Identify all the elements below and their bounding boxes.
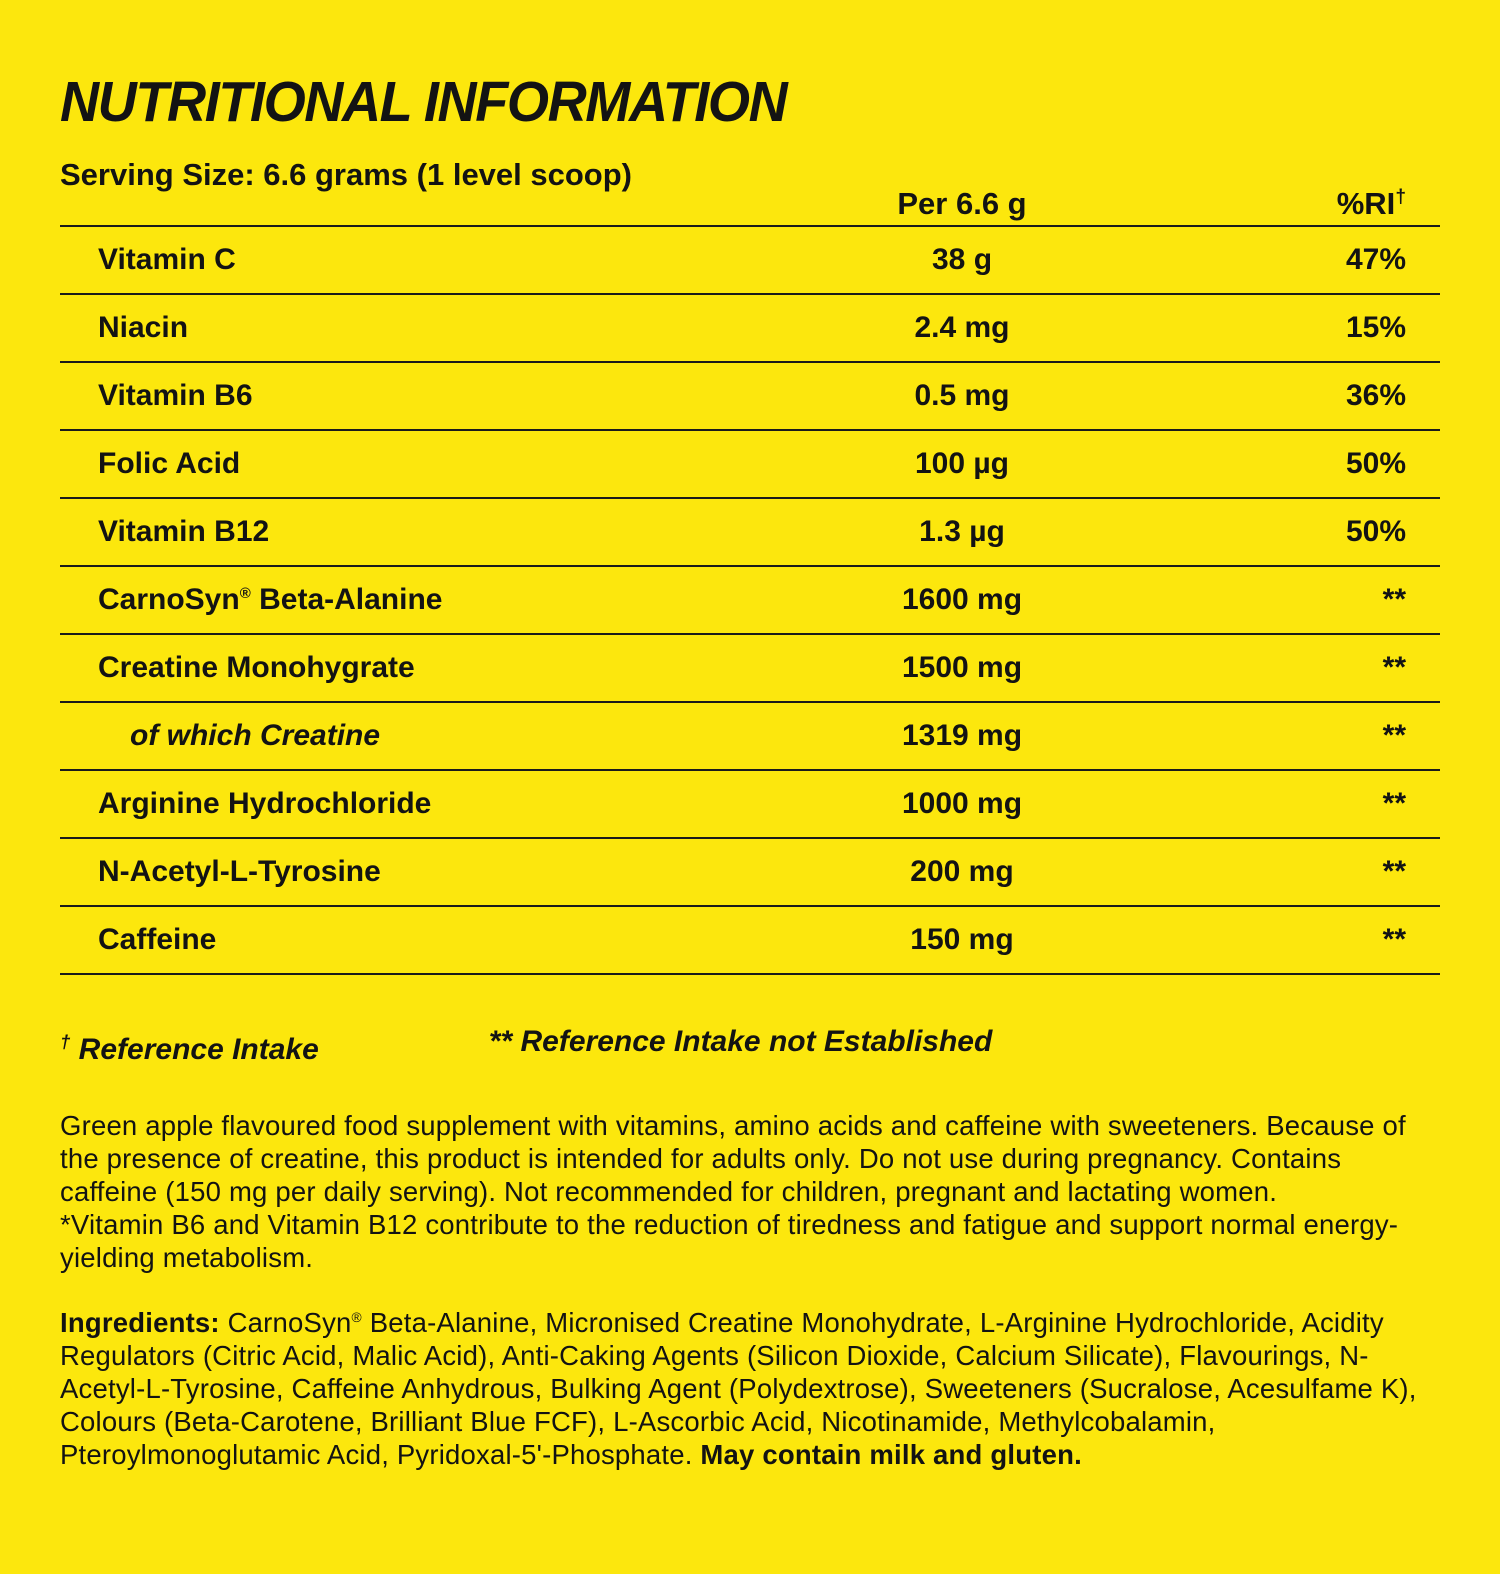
- table-row: [60, 839, 1440, 907]
- nutrient-label: Vitamin C: [98, 243, 236, 276]
- nutrient-label: N-Acetyl-L-Tyrosine: [98, 855, 381, 888]
- nutrient-amount: 100 µg: [915, 447, 1009, 480]
- nutrient-label: of which Creatine: [130, 719, 381, 752]
- serving-size-text: Serving Size: 6.6 grams (1 level scoop): [60, 157, 633, 192]
- table-row: [60, 227, 1440, 295]
- nutrient-amount: 1319 mg: [901, 719, 1023, 752]
- nutrient-ri-value: 36%: [1345, 379, 1406, 412]
- ingredients-list: CarnoSyn® Beta-Alanine, Micronised Creatine Monohydrate, L-Arginine Hydrochloride, Acidity Regulators (Citric Acid, Malic Acid), Anti-Caking Agents (Silicon Dioxide, Calcium Silicate), Flavourings, N-Acetyl-L-Tyrosine, Caffeine Anhydrous, Bulking Agent (Polydextrose), Sweeteners (Sucralose, Acesulfame K), Colours (Beta-Carotene, Brilliant Blue FCF), L-Ascorbic Acid, Nicotinamide, Methylcobalamin, Pteroylmonoglutamic Acid, Pyridoxal-5'-Phosphate.: [60, 1307, 1417, 1471]
- table-row: [60, 907, 1440, 975]
- nutrient-ri-value: **: [1382, 855, 1406, 888]
- description-line-2: *Vitamin B6 and Vitamin B12 contribute to the reduction of tiredness and fatigue and support normal energy-yielding metabolism.: [60, 1209, 1399, 1273]
- nutrient-amount: 2.4 mg: [914, 311, 1010, 344]
- ingredients-lead: Ingredients:: [60, 1307, 228, 1339]
- footnote-not-established: [489, 1023, 993, 1069]
- nutrient-label: Folic Acid: [98, 447, 241, 480]
- nutrient-amount: 38 g: [931, 243, 993, 276]
- nutrient-label: Creatine Monohygrate: [98, 651, 415, 684]
- nutrient-ri-value: **: [1382, 651, 1406, 684]
- footnote-text: Reference Intake not Established: [512, 1025, 993, 1058]
- nutrient-ri-value: 47%: [1345, 243, 1406, 276]
- footnotes: [60, 1023, 1440, 1069]
- footnote-text: Reference Intake: [70, 1033, 319, 1066]
- table-row: [60, 567, 1440, 635]
- asterisks-symbol: **: [488, 1025, 513, 1058]
- table-row: [60, 703, 1440, 771]
- nutrient-ri-value: 15%: [1345, 311, 1406, 344]
- registered-trademark-symbol: ®: [351, 1310, 362, 1325]
- dagger-symbol: †: [60, 1031, 71, 1052]
- table-row: [60, 363, 1440, 431]
- nutrient-amount: 150 mg: [910, 923, 1014, 956]
- ingredients-paragraph: [60, 1301, 1440, 1471]
- nutrient-ri-value: **: [1382, 787, 1406, 820]
- nutrition-label: [0, 70, 1500, 1574]
- nutrient-amount: 1000 mg: [901, 787, 1023, 820]
- nutrient-amount: 1600 mg: [901, 583, 1023, 616]
- footnote-reference-intake: [60, 1023, 319, 1069]
- table-row: [60, 431, 1440, 499]
- nutrient-label: Caffeine: [98, 923, 217, 956]
- table-body: [60, 227, 1440, 975]
- nutrient-ri-value: 50%: [1345, 447, 1406, 480]
- column-header-ri: [1112, 186, 1440, 222]
- description-line-1: Green apple flavoured food supplement with vitamins, amino acids and caffeine with sweeteners. Because of the presence of creatine, this product is intended for adults only. Do not use during pregnancy. Contains caffeine (150 mg per daily serving). Not recommended for children, pregnant and lactating women.: [60, 1110, 1406, 1207]
- nutrient-ri-value: **: [1382, 719, 1406, 752]
- nutrient-label: Vitamin B6: [98, 379, 253, 412]
- nutrient-amount: 1500 mg: [901, 651, 1023, 684]
- column-header-amount: Per 6.6 g: [897, 186, 1027, 221]
- nutrient-ri-value: **: [1382, 583, 1406, 616]
- dagger-symbol: †: [1395, 186, 1406, 208]
- nutrient-amount: 1.3 µg: [919, 515, 1005, 548]
- nutrient-amount: 0.5 mg: [914, 379, 1010, 412]
- nutrient-amount: 200 mg: [910, 855, 1014, 888]
- table-row: [60, 295, 1440, 363]
- description-paragraph: [60, 1109, 1440, 1274]
- table-row: [60, 771, 1440, 839]
- allergen-warning: May contain milk and gluten.: [700, 1439, 1082, 1471]
- nutrient-label: CarnoSyn® Beta-Alanine: [98, 583, 443, 616]
- table-row: [60, 499, 1440, 567]
- nutrient-label: Vitamin B12: [98, 515, 270, 548]
- ri-header-label: %RI: [1336, 186, 1396, 221]
- table-row: [60, 635, 1440, 703]
- nutrient-label: Arginine Hydrochloride: [98, 787, 432, 820]
- nutrient-ri-value: **: [1382, 923, 1406, 956]
- page-title: NUTRITIONAL INFORMATION: [60, 70, 787, 134]
- registered-trademark-symbol: ®: [239, 585, 251, 602]
- nutrient-ri-value: 50%: [1345, 515, 1406, 548]
- nutrient-label: Niacin: [98, 311, 189, 344]
